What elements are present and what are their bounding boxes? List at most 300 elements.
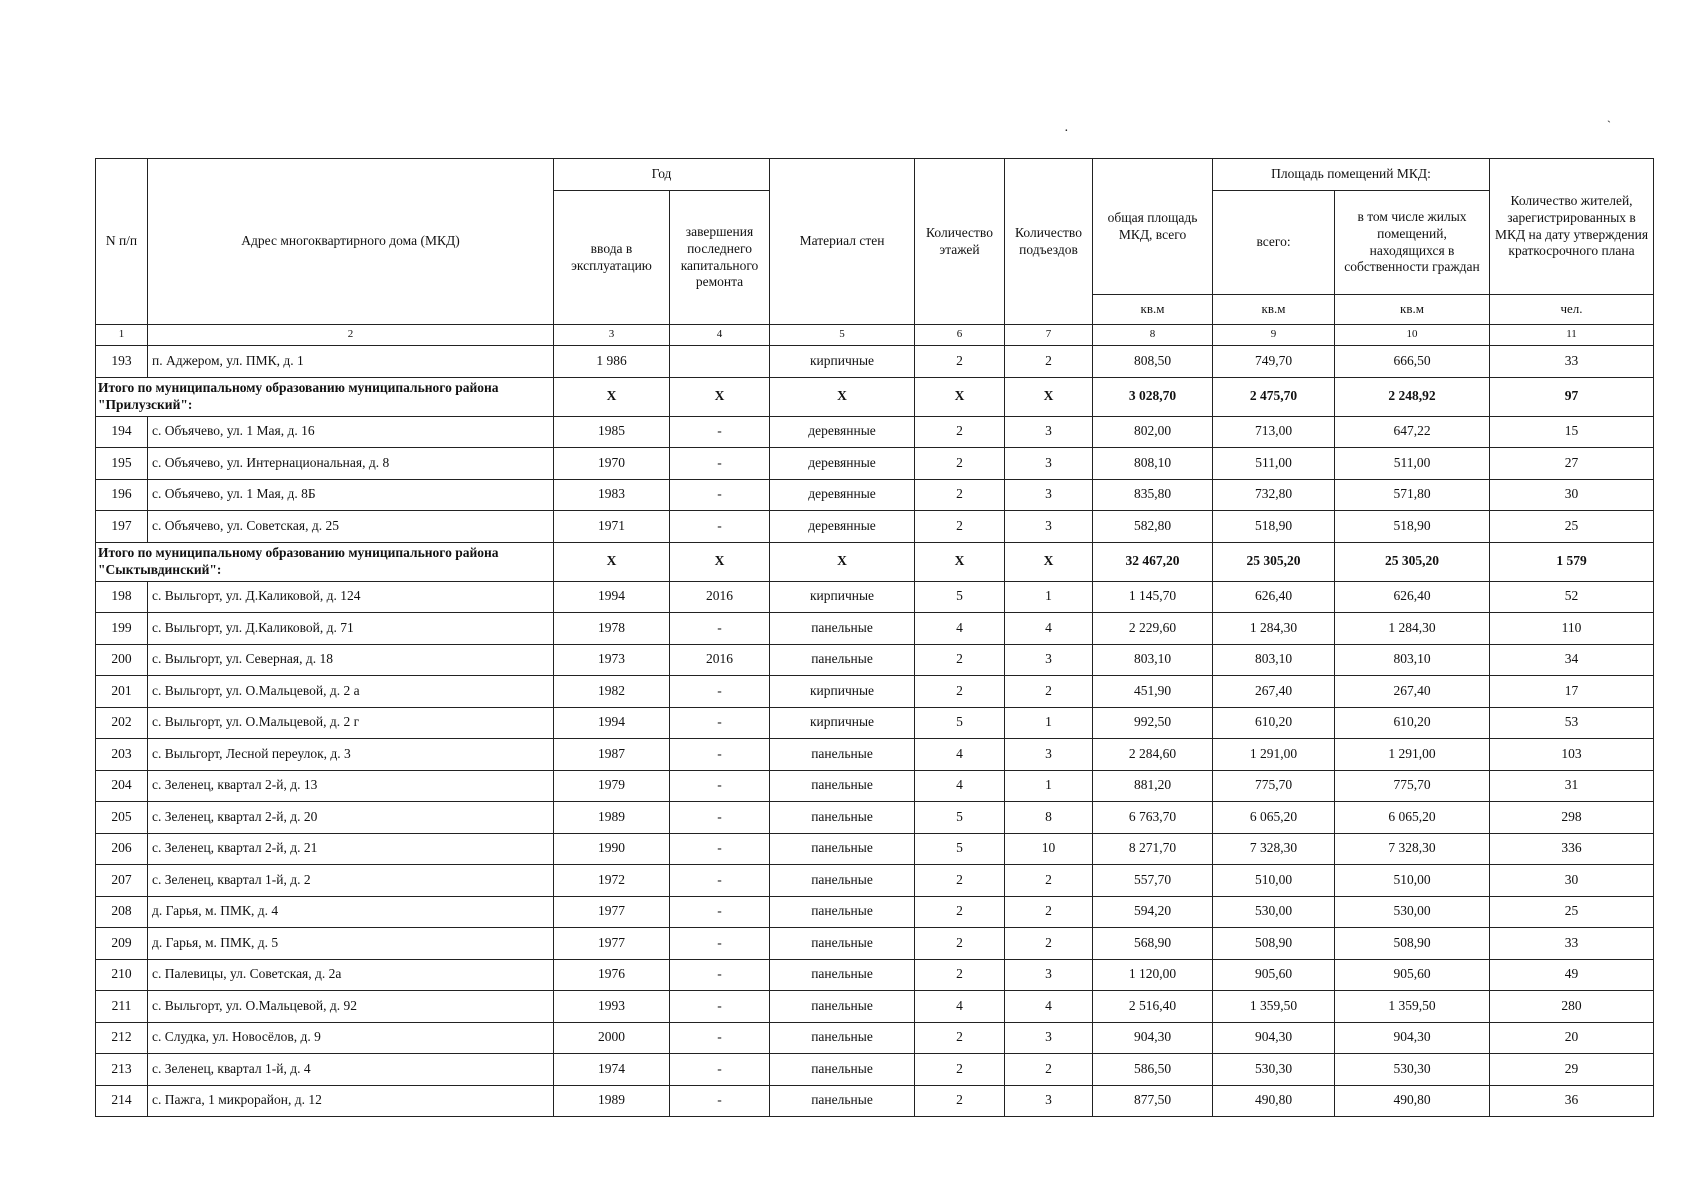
row-year-repair: -	[670, 416, 770, 448]
row-residents: 280	[1490, 991, 1654, 1023]
row-wall-material: деревянные	[770, 511, 915, 543]
row-year-repair: -	[670, 613, 770, 645]
row-living-area: 749,70	[1213, 346, 1335, 378]
row-living-area: 6 065,20	[1213, 802, 1335, 834]
row-number: 214	[96, 1085, 148, 1117]
row-entrances: 3	[1005, 511, 1093, 543]
row-number: 202	[96, 707, 148, 739]
row-private-area: 905,60	[1335, 959, 1490, 991]
row-entrances: 3	[1005, 448, 1093, 480]
row-private-area: 7 328,30	[1335, 833, 1490, 865]
row-residents: 25	[1490, 511, 1654, 543]
row-residents: 298	[1490, 802, 1654, 834]
row-entrances: 3	[1005, 416, 1093, 448]
column-number: 6	[915, 325, 1005, 346]
header-residents: Количество жителей, зарегистрированных в МКД на дату утверждения краткосрочного плана	[1490, 159, 1654, 295]
row-total-area: 557,70	[1093, 865, 1213, 897]
row-living-area: 1 284,30	[1213, 613, 1335, 645]
row-number: 210	[96, 959, 148, 991]
table-row	[96, 802, 1654, 834]
row-floors: 2	[915, 479, 1005, 511]
row-living-area: 905,60	[1213, 959, 1335, 991]
row-floors: 5	[915, 833, 1005, 865]
row-address: с. Объячево, ул. 1 Мая, д. 16	[148, 416, 554, 448]
row-year-repair: -	[670, 479, 770, 511]
unit-sqm: кв.м	[1093, 295, 1213, 325]
header-n: N п/п	[96, 159, 148, 325]
row-address: с. Зеленец, квартал 1-й, д. 2	[148, 865, 554, 897]
subtotal-total-area: 3 028,70	[1093, 377, 1213, 416]
row-total-area: 451,90	[1093, 676, 1213, 708]
row-wall-material: панельные	[770, 644, 915, 676]
row-year-commission: 2000	[554, 1022, 670, 1054]
row-living-area: 267,40	[1213, 676, 1335, 708]
row-total-area: 8 271,70	[1093, 833, 1213, 865]
header-address: Адрес многоквартирного дома (МКД)	[148, 159, 554, 325]
row-number: 195	[96, 448, 148, 480]
row-year-repair: -	[670, 1022, 770, 1054]
row-private-area: 1 284,30	[1335, 613, 1490, 645]
row-residents: 30	[1490, 865, 1654, 897]
row-private-area: 904,30	[1335, 1022, 1490, 1054]
row-year-commission: 1989	[554, 1085, 670, 1117]
row-address: с. Пажга, 1 микрорайон, д. 12	[148, 1085, 554, 1117]
subtotal-residents: 97	[1490, 377, 1654, 416]
scan-mark: ˋ	[1607, 118, 1611, 132]
subtotal-row	[96, 542, 1654, 581]
column-number: 2	[148, 325, 554, 346]
row-residents: 31	[1490, 770, 1654, 802]
row-wall-material: кирпичные	[770, 707, 915, 739]
header-year-repair: завершения последнего капитального ремонта	[670, 191, 770, 325]
row-floors: 2	[915, 448, 1005, 480]
row-total-area: 802,00	[1093, 416, 1213, 448]
row-total-area: 992,50	[1093, 707, 1213, 739]
subtotal-residents: 1 579	[1490, 542, 1654, 581]
table-row	[96, 448, 1654, 480]
row-year-commission: 1983	[554, 479, 670, 511]
row-address: д. Гарья, м. ПМК, д. 5	[148, 928, 554, 960]
table-row	[96, 1085, 1654, 1117]
row-total-area: 568,90	[1093, 928, 1213, 960]
row-number: 204	[96, 770, 148, 802]
row-address: с. Выльгорт, ул. Северная, д. 18	[148, 644, 554, 676]
row-address: п. Аджером, ул. ПМК, д. 1	[148, 346, 554, 378]
subtotal-label: Итого по муниципальному образованию муниципального района "Прилузский":	[96, 377, 554, 416]
row-address: с. Объячево, ул. 1 Мая, д. 8Б	[148, 479, 554, 511]
table-row	[96, 511, 1654, 543]
header-entrances: Количество подъездов	[1005, 159, 1093, 325]
table-row	[96, 991, 1654, 1023]
row-year-commission: 1979	[554, 770, 670, 802]
row-year-repair: -	[670, 833, 770, 865]
table-row	[96, 479, 1654, 511]
row-residents: 27	[1490, 448, 1654, 480]
row-living-area: 610,20	[1213, 707, 1335, 739]
row-entrances: 2	[1005, 928, 1093, 960]
subtotal-x-mark: X	[915, 542, 1005, 581]
table-row	[96, 770, 1654, 802]
header-total-area: общая площадь МКД, всего	[1093, 159, 1213, 295]
row-total-area: 803,10	[1093, 644, 1213, 676]
column-number: 1	[96, 325, 148, 346]
subtotal-x-mark: X	[554, 542, 670, 581]
row-number: 207	[96, 865, 148, 897]
row-living-area: 713,00	[1213, 416, 1335, 448]
row-number: 208	[96, 896, 148, 928]
row-total-area: 2 516,40	[1093, 991, 1213, 1023]
row-living-area: 1 291,00	[1213, 739, 1335, 771]
row-entrances: 4	[1005, 991, 1093, 1023]
row-address: с. Палевицы, ул. Советская, д. 2а	[148, 959, 554, 991]
row-year-commission: 1970	[554, 448, 670, 480]
row-living-area: 518,90	[1213, 511, 1335, 543]
row-wall-material: панельные	[770, 865, 915, 897]
header-area-all: всего:	[1213, 191, 1335, 295]
row-wall-material: панельные	[770, 896, 915, 928]
row-total-area: 1 120,00	[1093, 959, 1213, 991]
row-floors: 5	[915, 707, 1005, 739]
row-address: с. Слудка, ул. Новосёлов, д. 9	[148, 1022, 554, 1054]
row-floors: 2	[915, 1022, 1005, 1054]
row-wall-material: панельные	[770, 959, 915, 991]
row-entrances: 1	[1005, 707, 1093, 739]
row-year-repair: 2016	[670, 581, 770, 613]
row-floors: 2	[915, 511, 1005, 543]
row-number: 211	[96, 991, 148, 1023]
row-entrances: 4	[1005, 613, 1093, 645]
table-body	[96, 346, 1654, 1117]
row-residents: 36	[1490, 1085, 1654, 1117]
row-residents: 33	[1490, 346, 1654, 378]
subtotal-x-mark: X	[670, 542, 770, 581]
row-living-area: 626,40	[1213, 581, 1335, 613]
row-residents: 52	[1490, 581, 1654, 613]
subtotal-x-mark: X	[670, 377, 770, 416]
subtotal-x-mark: X	[1005, 542, 1093, 581]
row-wall-material: кирпичные	[770, 346, 915, 378]
row-year-commission: 1987	[554, 739, 670, 771]
row-private-area: 610,20	[1335, 707, 1490, 739]
row-number: 212	[96, 1022, 148, 1054]
header-year-commission: ввода в эксплуатацию	[554, 191, 670, 325]
row-wall-material: деревянные	[770, 448, 915, 480]
row-living-area: 508,90	[1213, 928, 1335, 960]
row-residents: 49	[1490, 959, 1654, 991]
row-floors: 2	[915, 928, 1005, 960]
row-residents: 17	[1490, 676, 1654, 708]
row-address: с. Выльгорт, ул. Д.Каликовой, д. 71	[148, 613, 554, 645]
row-year-repair: -	[670, 865, 770, 897]
scan-mark: ·	[1064, 124, 1069, 139]
row-number: 193	[96, 346, 148, 378]
column-number: 5	[770, 325, 915, 346]
row-address: с. Зеленец, квартал 2-й, д. 20	[148, 802, 554, 834]
column-number: 9	[1213, 325, 1335, 346]
row-private-area: 1 359,50	[1335, 991, 1490, 1023]
row-entrances: 3	[1005, 644, 1093, 676]
row-private-area: 775,70	[1335, 770, 1490, 802]
subtotal-total-area: 32 467,20	[1093, 542, 1213, 581]
row-year-commission: 1989	[554, 802, 670, 834]
row-floors: 2	[915, 416, 1005, 448]
row-year-commission: 1994	[554, 581, 670, 613]
row-private-area: 647,22	[1335, 416, 1490, 448]
table-row	[96, 928, 1654, 960]
row-address: д. Гарья, м. ПМК, д. 4	[148, 896, 554, 928]
table-row	[96, 346, 1654, 378]
row-year-repair: -	[670, 959, 770, 991]
row-floors: 2	[915, 896, 1005, 928]
row-residents: 103	[1490, 739, 1654, 771]
row-wall-material: панельные	[770, 613, 915, 645]
row-living-area: 775,70	[1213, 770, 1335, 802]
row-private-area: 1 291,00	[1335, 739, 1490, 771]
row-wall-material: кирпичные	[770, 676, 915, 708]
subtotal-x-mark: X	[915, 377, 1005, 416]
row-address: с. Зеленец, квартал 2-й, д. 21	[148, 833, 554, 865]
row-entrances: 2	[1005, 346, 1093, 378]
row-residents: 29	[1490, 1054, 1654, 1086]
row-private-area: 530,30	[1335, 1054, 1490, 1086]
row-total-area: 835,80	[1093, 479, 1213, 511]
subtotal-private-area: 25 305,20	[1335, 542, 1490, 581]
housing-table	[95, 158, 1654, 1117]
row-entrances: 3	[1005, 479, 1093, 511]
row-wall-material: панельные	[770, 1054, 915, 1086]
row-living-area: 7 328,30	[1213, 833, 1335, 865]
row-address: с. Объячево, ул. Интернациональная, д. 8	[148, 448, 554, 480]
row-private-area: 571,80	[1335, 479, 1490, 511]
row-floors: 2	[915, 676, 1005, 708]
row-year-repair: -	[670, 991, 770, 1023]
row-wall-material: панельные	[770, 802, 915, 834]
row-year-commission: 1994	[554, 707, 670, 739]
row-wall-material: панельные	[770, 991, 915, 1023]
row-total-area: 808,50	[1093, 346, 1213, 378]
row-total-area: 904,30	[1093, 1022, 1213, 1054]
row-entrances: 3	[1005, 959, 1093, 991]
row-floors: 2	[915, 959, 1005, 991]
table-row	[96, 865, 1654, 897]
row-entrances: 3	[1005, 739, 1093, 771]
header-wall-material: Материал стен	[770, 159, 915, 325]
row-private-area: 6 065,20	[1335, 802, 1490, 834]
row-total-area: 6 763,70	[1093, 802, 1213, 834]
column-number-row	[96, 325, 1654, 346]
table-row	[96, 676, 1654, 708]
row-entrances: 1	[1005, 770, 1093, 802]
subtotal-x-mark: X	[770, 542, 915, 581]
subtotal-living-area: 25 305,20	[1213, 542, 1335, 581]
row-private-area: 508,90	[1335, 928, 1490, 960]
table-row	[96, 644, 1654, 676]
row-floors: 4	[915, 991, 1005, 1023]
row-residents: 20	[1490, 1022, 1654, 1054]
row-entrances: 3	[1005, 1022, 1093, 1054]
row-total-area: 582,80	[1093, 511, 1213, 543]
subtotal-row	[96, 377, 1654, 416]
row-private-area: 530,00	[1335, 896, 1490, 928]
row-floors: 4	[915, 770, 1005, 802]
row-private-area: 490,80	[1335, 1085, 1490, 1117]
row-year-commission: 1985	[554, 416, 670, 448]
row-year-repair: -	[670, 896, 770, 928]
subtotal-label: Итого по муниципальному образованию муниципального района "Сыктывдинский":	[96, 542, 554, 581]
row-floors: 2	[915, 644, 1005, 676]
row-year-commission: 1977	[554, 896, 670, 928]
row-residents: 53	[1490, 707, 1654, 739]
row-year-repair: -	[670, 1054, 770, 1086]
row-address: с. Зеленец, квартал 2-й, д. 13	[148, 770, 554, 802]
row-year-repair: -	[670, 1085, 770, 1117]
row-total-area: 2 284,60	[1093, 739, 1213, 771]
table-row	[96, 1054, 1654, 1086]
subtotal-x-mark: X	[554, 377, 670, 416]
row-year-repair: -	[670, 511, 770, 543]
row-year-repair: -	[670, 448, 770, 480]
row-floors: 4	[915, 613, 1005, 645]
row-year-commission: 1993	[554, 991, 670, 1023]
row-living-area: 803,10	[1213, 644, 1335, 676]
row-number: 206	[96, 833, 148, 865]
table-row	[96, 739, 1654, 771]
subtotal-x-mark: X	[1005, 377, 1093, 416]
row-number: 203	[96, 739, 148, 771]
row-total-area: 877,50	[1093, 1085, 1213, 1117]
row-living-area: 511,00	[1213, 448, 1335, 480]
row-living-area: 732,80	[1213, 479, 1335, 511]
row-private-area: 803,10	[1335, 644, 1490, 676]
row-wall-material: панельные	[770, 739, 915, 771]
subtotal-x-mark: X	[770, 377, 915, 416]
header-area-group: Площадь помещений МКД:	[1213, 159, 1490, 191]
row-private-area: 510,00	[1335, 865, 1490, 897]
row-floors: 5	[915, 802, 1005, 834]
row-floors: 2	[915, 346, 1005, 378]
row-living-area: 1 359,50	[1213, 991, 1335, 1023]
row-total-area: 2 229,60	[1093, 613, 1213, 645]
column-number: 4	[670, 325, 770, 346]
row-year-commission: 1982	[554, 676, 670, 708]
row-year-repair: -	[670, 676, 770, 708]
row-residents: 110	[1490, 613, 1654, 645]
column-number: 7	[1005, 325, 1093, 346]
header-area-private: в том числе жилых помещений, находящихся в собственности граждан	[1335, 191, 1490, 295]
row-wall-material: панельные	[770, 928, 915, 960]
row-entrances: 2	[1005, 676, 1093, 708]
column-number: 11	[1490, 325, 1654, 346]
row-number: 213	[96, 1054, 148, 1086]
unit-people: чел.	[1490, 295, 1654, 325]
row-year-commission: 1990	[554, 833, 670, 865]
row-entrances: 2	[1005, 1054, 1093, 1086]
row-wall-material: кирпичные	[770, 581, 915, 613]
table-row	[96, 707, 1654, 739]
row-total-area: 594,20	[1093, 896, 1213, 928]
row-private-area: 666,50	[1335, 346, 1490, 378]
row-year-repair	[670, 346, 770, 378]
row-wall-material: панельные	[770, 1085, 915, 1117]
row-number: 199	[96, 613, 148, 645]
row-wall-material: деревянные	[770, 416, 915, 448]
row-year-repair: -	[670, 770, 770, 802]
row-year-commission: 1978	[554, 613, 670, 645]
unit-sqm: кв.м	[1213, 295, 1335, 325]
row-year-commission: 1973	[554, 644, 670, 676]
row-floors: 2	[915, 865, 1005, 897]
row-year-commission: 1972	[554, 865, 670, 897]
table-row	[96, 581, 1654, 613]
unit-sqm: кв.м	[1335, 295, 1490, 325]
row-private-area: 267,40	[1335, 676, 1490, 708]
row-year-commission: 1976	[554, 959, 670, 991]
row-address: с. Объячево, ул. Советская, д. 25	[148, 511, 554, 543]
row-wall-material: панельные	[770, 833, 915, 865]
subtotal-private-area: 2 248,92	[1335, 377, 1490, 416]
row-living-area: 904,30	[1213, 1022, 1335, 1054]
row-number: 197	[96, 511, 148, 543]
row-residents: 336	[1490, 833, 1654, 865]
row-entrances: 1	[1005, 581, 1093, 613]
column-number: 3	[554, 325, 670, 346]
row-year-commission: 1977	[554, 928, 670, 960]
row-number: 201	[96, 676, 148, 708]
table-row	[96, 613, 1654, 645]
row-residents: 34	[1490, 644, 1654, 676]
row-entrances: 3	[1005, 1085, 1093, 1117]
row-floors: 5	[915, 581, 1005, 613]
row-wall-material: панельные	[770, 770, 915, 802]
row-private-area: 626,40	[1335, 581, 1490, 613]
row-address: с. Выльгорт, ул. О.Мальцевой, д. 2 г	[148, 707, 554, 739]
row-number: 205	[96, 802, 148, 834]
row-year-repair: -	[670, 802, 770, 834]
row-residents: 25	[1490, 896, 1654, 928]
row-address: с. Выльгорт, Лесной переулок, д. 3	[148, 739, 554, 771]
header-year-group: Год	[554, 159, 770, 191]
row-residents: 33	[1490, 928, 1654, 960]
table-row	[96, 1022, 1654, 1054]
row-total-area: 881,20	[1093, 770, 1213, 802]
row-entrances: 8	[1005, 802, 1093, 834]
row-number: 196	[96, 479, 148, 511]
row-wall-material: деревянные	[770, 479, 915, 511]
row-entrances: 2	[1005, 865, 1093, 897]
row-private-area: 511,00	[1335, 448, 1490, 480]
row-address: с. Зеленец, квартал 1-й, д. 4	[148, 1054, 554, 1086]
row-year-repair: -	[670, 739, 770, 771]
row-living-area: 530,00	[1213, 896, 1335, 928]
table-row	[96, 959, 1654, 991]
row-wall-material: панельные	[770, 1022, 915, 1054]
housing-table-sheet	[95, 158, 1654, 1117]
row-address: с. Выльгорт, ул. О.Мальцевой, д. 92	[148, 991, 554, 1023]
row-number: 200	[96, 644, 148, 676]
row-year-repair: -	[670, 928, 770, 960]
column-number: 8	[1093, 325, 1213, 346]
table-row	[96, 833, 1654, 865]
table-row	[96, 896, 1654, 928]
row-residents: 30	[1490, 479, 1654, 511]
column-number: 10	[1335, 325, 1490, 346]
row-year-commission: 1971	[554, 511, 670, 543]
row-living-area: 510,00	[1213, 865, 1335, 897]
row-address: с. Выльгорт, ул. Д.Каликовой, д. 124	[148, 581, 554, 613]
row-floors: 4	[915, 739, 1005, 771]
row-floors: 2	[915, 1085, 1005, 1117]
row-total-area: 808,10	[1093, 448, 1213, 480]
